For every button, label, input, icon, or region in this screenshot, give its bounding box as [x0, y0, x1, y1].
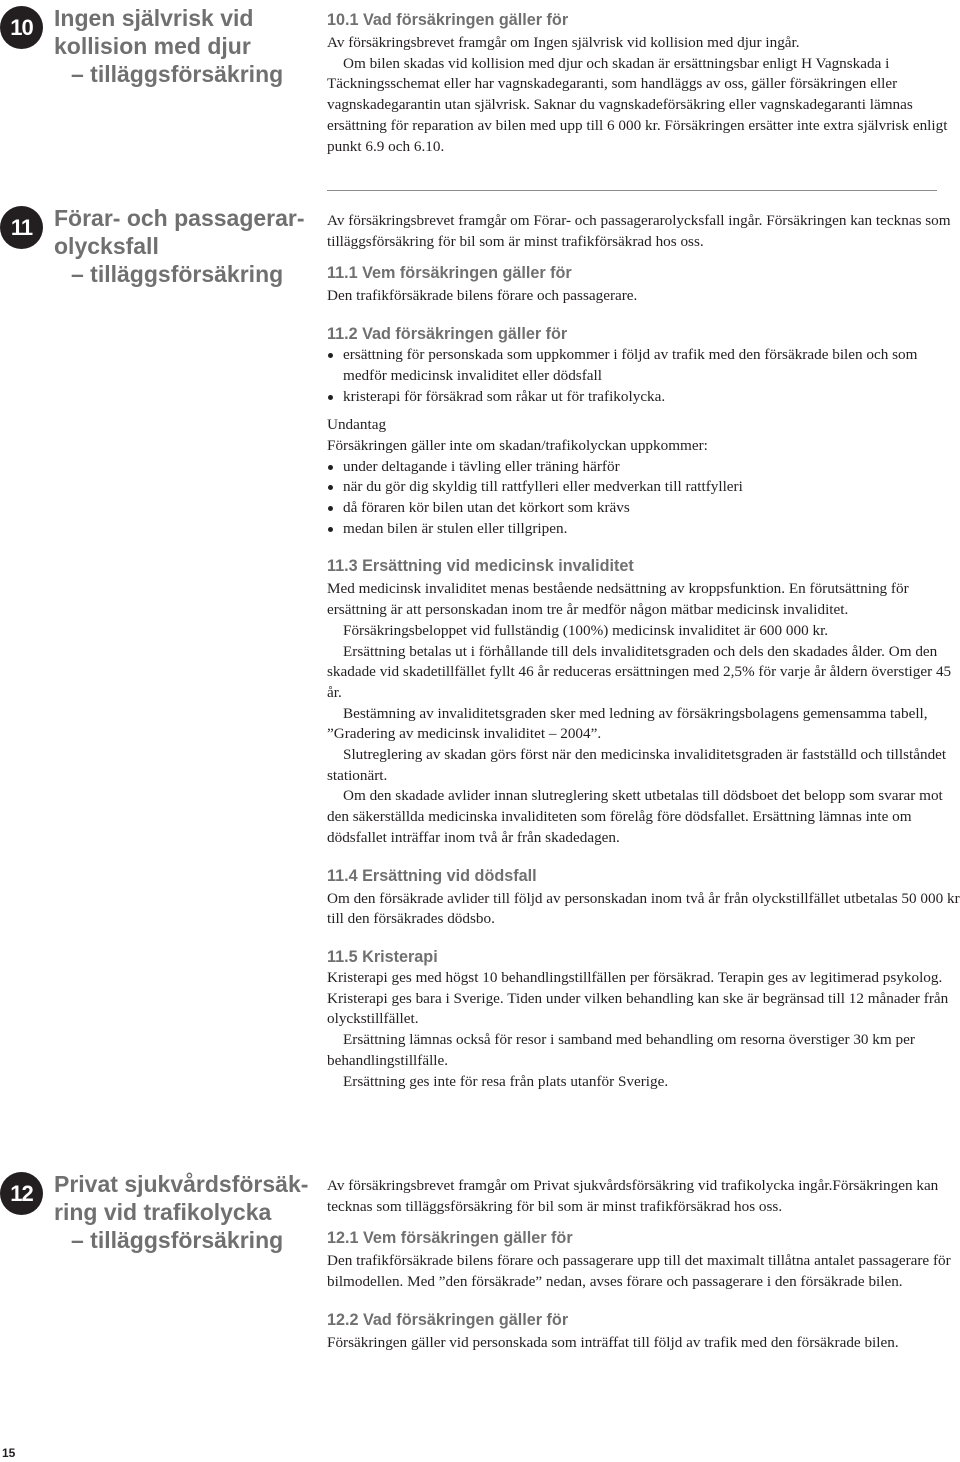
list-item: under deltagande i tävling eller träning härför: [327, 457, 960, 478]
section-number-badge: 12: [0, 1172, 43, 1215]
subsection-heading: 11.2 Vad försäkringen gäller för: [327, 325, 568, 344]
paragraph: Om den försäkrade avlider till följd av personskadan inom två år från olyckstillfället utbetalas 50 000 kr till den försäkrades dödsbo.: [327, 889, 960, 928]
exceptions-label: Undantag: [327, 416, 387, 434]
paragraph: Av försäkringsbrevet framgår om Privat sjukvårdsförsäkring vid trafikolycka ingår.Försäkringen kan tecknas som tilläggsförsäkring för bil som är minst trafikförsäkrad hos oss.: [327, 1177, 939, 1215]
section-title: Förar- och passagerar- olycksfall – tilläggsförsäkring: [54, 205, 305, 287]
subsection-heading: 11.5 Kristerapi: [327, 947, 438, 966]
paragraph: Om bilen skadas vid kollision med djur och skadan är ersättningsbar enligt H Vagnskada i Täckningsschemat eller har vagnskadegaranti, som handläggs av oss, gäller försäkringen eller vagnskadegarantin utan självrisk. Saknar du vagnskadeförsäkring eller vagnskadegaranti lämnas ersättning för reparation av bilen med upp till 6 000 kr. Försäkringen ersätter inte extra självrisk enligt punkt 6.9 och 6.10.: [327, 54, 948, 155]
section-11-body: [327, 211, 960, 1092]
paragraph: Om den skadade avlider innan slutreglering skett utbetalas till dödsboet det belopp som svarar mot den säkerställda medicinska invaliditeten som förelåg före dödsfallet. Ersättning lämnas inte om dödsfallet inträffar inom två år från skadedagen.: [327, 787, 943, 846]
subsection-heading: 11.1 Vem försäkringen gäller för: [327, 264, 572, 283]
section-12-body: [327, 1176, 960, 1354]
paragraph: Ersättning betalas ut i förhållande till dels invaliditetsgraden och dels den skadades ålder. Om den skadade vid skadetillfället fyllt 46 år reduceras ersättningen med 2,5% för varje år åldern överstiger 45 år.: [327, 642, 952, 701]
subsection-heading: 11.3 Ersättning vid medicinsk invaliditet: [327, 557, 634, 576]
paragraph: Kristerapi ges med högst 10 behandlingstillfällen per försäkrad. Terapin ges av legitimerad psykolog. Kristerapi ges bara i Sverige. Tiden under vilken behandling kan ske är begränsad till 12 månader från olyckstillfället.: [327, 968, 949, 1028]
paragraph: Ersättning lämnas också för resor i samband med behandling om resorna överstiger 30 km per behandlingstillfälle.: [327, 1031, 915, 1069]
paragraph: Av försäkringsbrevet framgår om Förar- och passagerarolycksfall ingår. Försäkringen kan tecknas som tilläggsförsäkring för bil som är minst trafikförsäkrad hos oss.: [327, 212, 951, 250]
section-title: Ingen självrisk vid kollision med djur – tilläggsförsäkring: [54, 5, 284, 87]
list-item: när du gör dig skyldig till rattfylleri eller medverkan till rattfylleri: [327, 477, 960, 498]
subsection-heading: 12.2 Vad försäkringen gäller för: [327, 1310, 569, 1329]
section-title: Privat sjukvårdsförsäk- ring vid trafikolycka – tilläggsförsäkring: [54, 1171, 309, 1253]
page-number: 15: [2, 1446, 16, 1460]
subsection-heading: 11.4 Ersättning vid dödsfall: [327, 866, 537, 885]
paragraph: Med medicinsk invaliditet menas bestående nedsättning av kroppsfunktion. En förutsättning för ersättning är att personskadan inom tre år medför någon mätbar medicinsk invaliditet.: [327, 580, 909, 619]
paragraph: Försäkringen gäller vid personskada som inträffat till följd av trafik med den försäkrade bilen.: [327, 1333, 899, 1351]
paragraph: Den trafikförsäkrade bilens förare och passagerare.: [327, 287, 638, 305]
paragraph: Bestämning av invaliditetsgraden sker med ledning av försäkringsbolagens gemensamma tabell, ”Gradering av medicinsk invaliditet – 2004”.: [327, 704, 928, 743]
paragraph: Den trafikförsäkrade bilens förare och passagerare upp till det maximalt tillåtna antalet passagerare för bilmodellen. Med ”den försäkrade” nedan, avses förare och passagerare i den försäkrade bilen.: [327, 1252, 951, 1291]
paragraph: Ersättning ges inte för resa från plats utanför Sverige.: [343, 1072, 669, 1090]
subsection-heading: 12.1 Vem försäkringen gäller för: [327, 1229, 573, 1248]
paragraph: Slutreglering av skadan görs först när den medicinska invaliditetsgraden är fastställd och tillståndet stationärt.: [327, 746, 947, 784]
section-10-body: [327, 9, 960, 157]
list-item: då föraren kör bilen utan det körkort som krävs: [327, 498, 960, 519]
paragraph: Försäkringsbeloppet vid fullständig (100%) medicinsk invaliditet är 600 000 kr.: [343, 621, 829, 639]
bullet-list: [327, 457, 960, 540]
paragraph: Av försäkringsbrevet framgår om Ingen självrisk vid kollision med djur ingår.: [327, 34, 800, 51]
list-item: medan bilen är stulen eller tillgripen.: [327, 519, 960, 540]
bullet-list: [327, 345, 960, 407]
section-divider: [327, 190, 937, 191]
list-item: ersättning för personskada som uppkommer i följd av trafik med den försäkrade bilen och som medför medicinsk invaliditet eller dödsfall: [327, 345, 960, 386]
paragraph: Försäkringen gäller inte om skadan/trafikolyckan uppkommer:: [327, 436, 708, 454]
subsection-heading: 10.1 Vad försäkringen gäller för: [327, 11, 569, 29]
section-number-badge: 11: [0, 206, 43, 249]
list-item: kristerapi för försäkrad som råkar ut för trafikolycka.: [327, 387, 960, 408]
section-number-badge: 10: [0, 6, 43, 49]
